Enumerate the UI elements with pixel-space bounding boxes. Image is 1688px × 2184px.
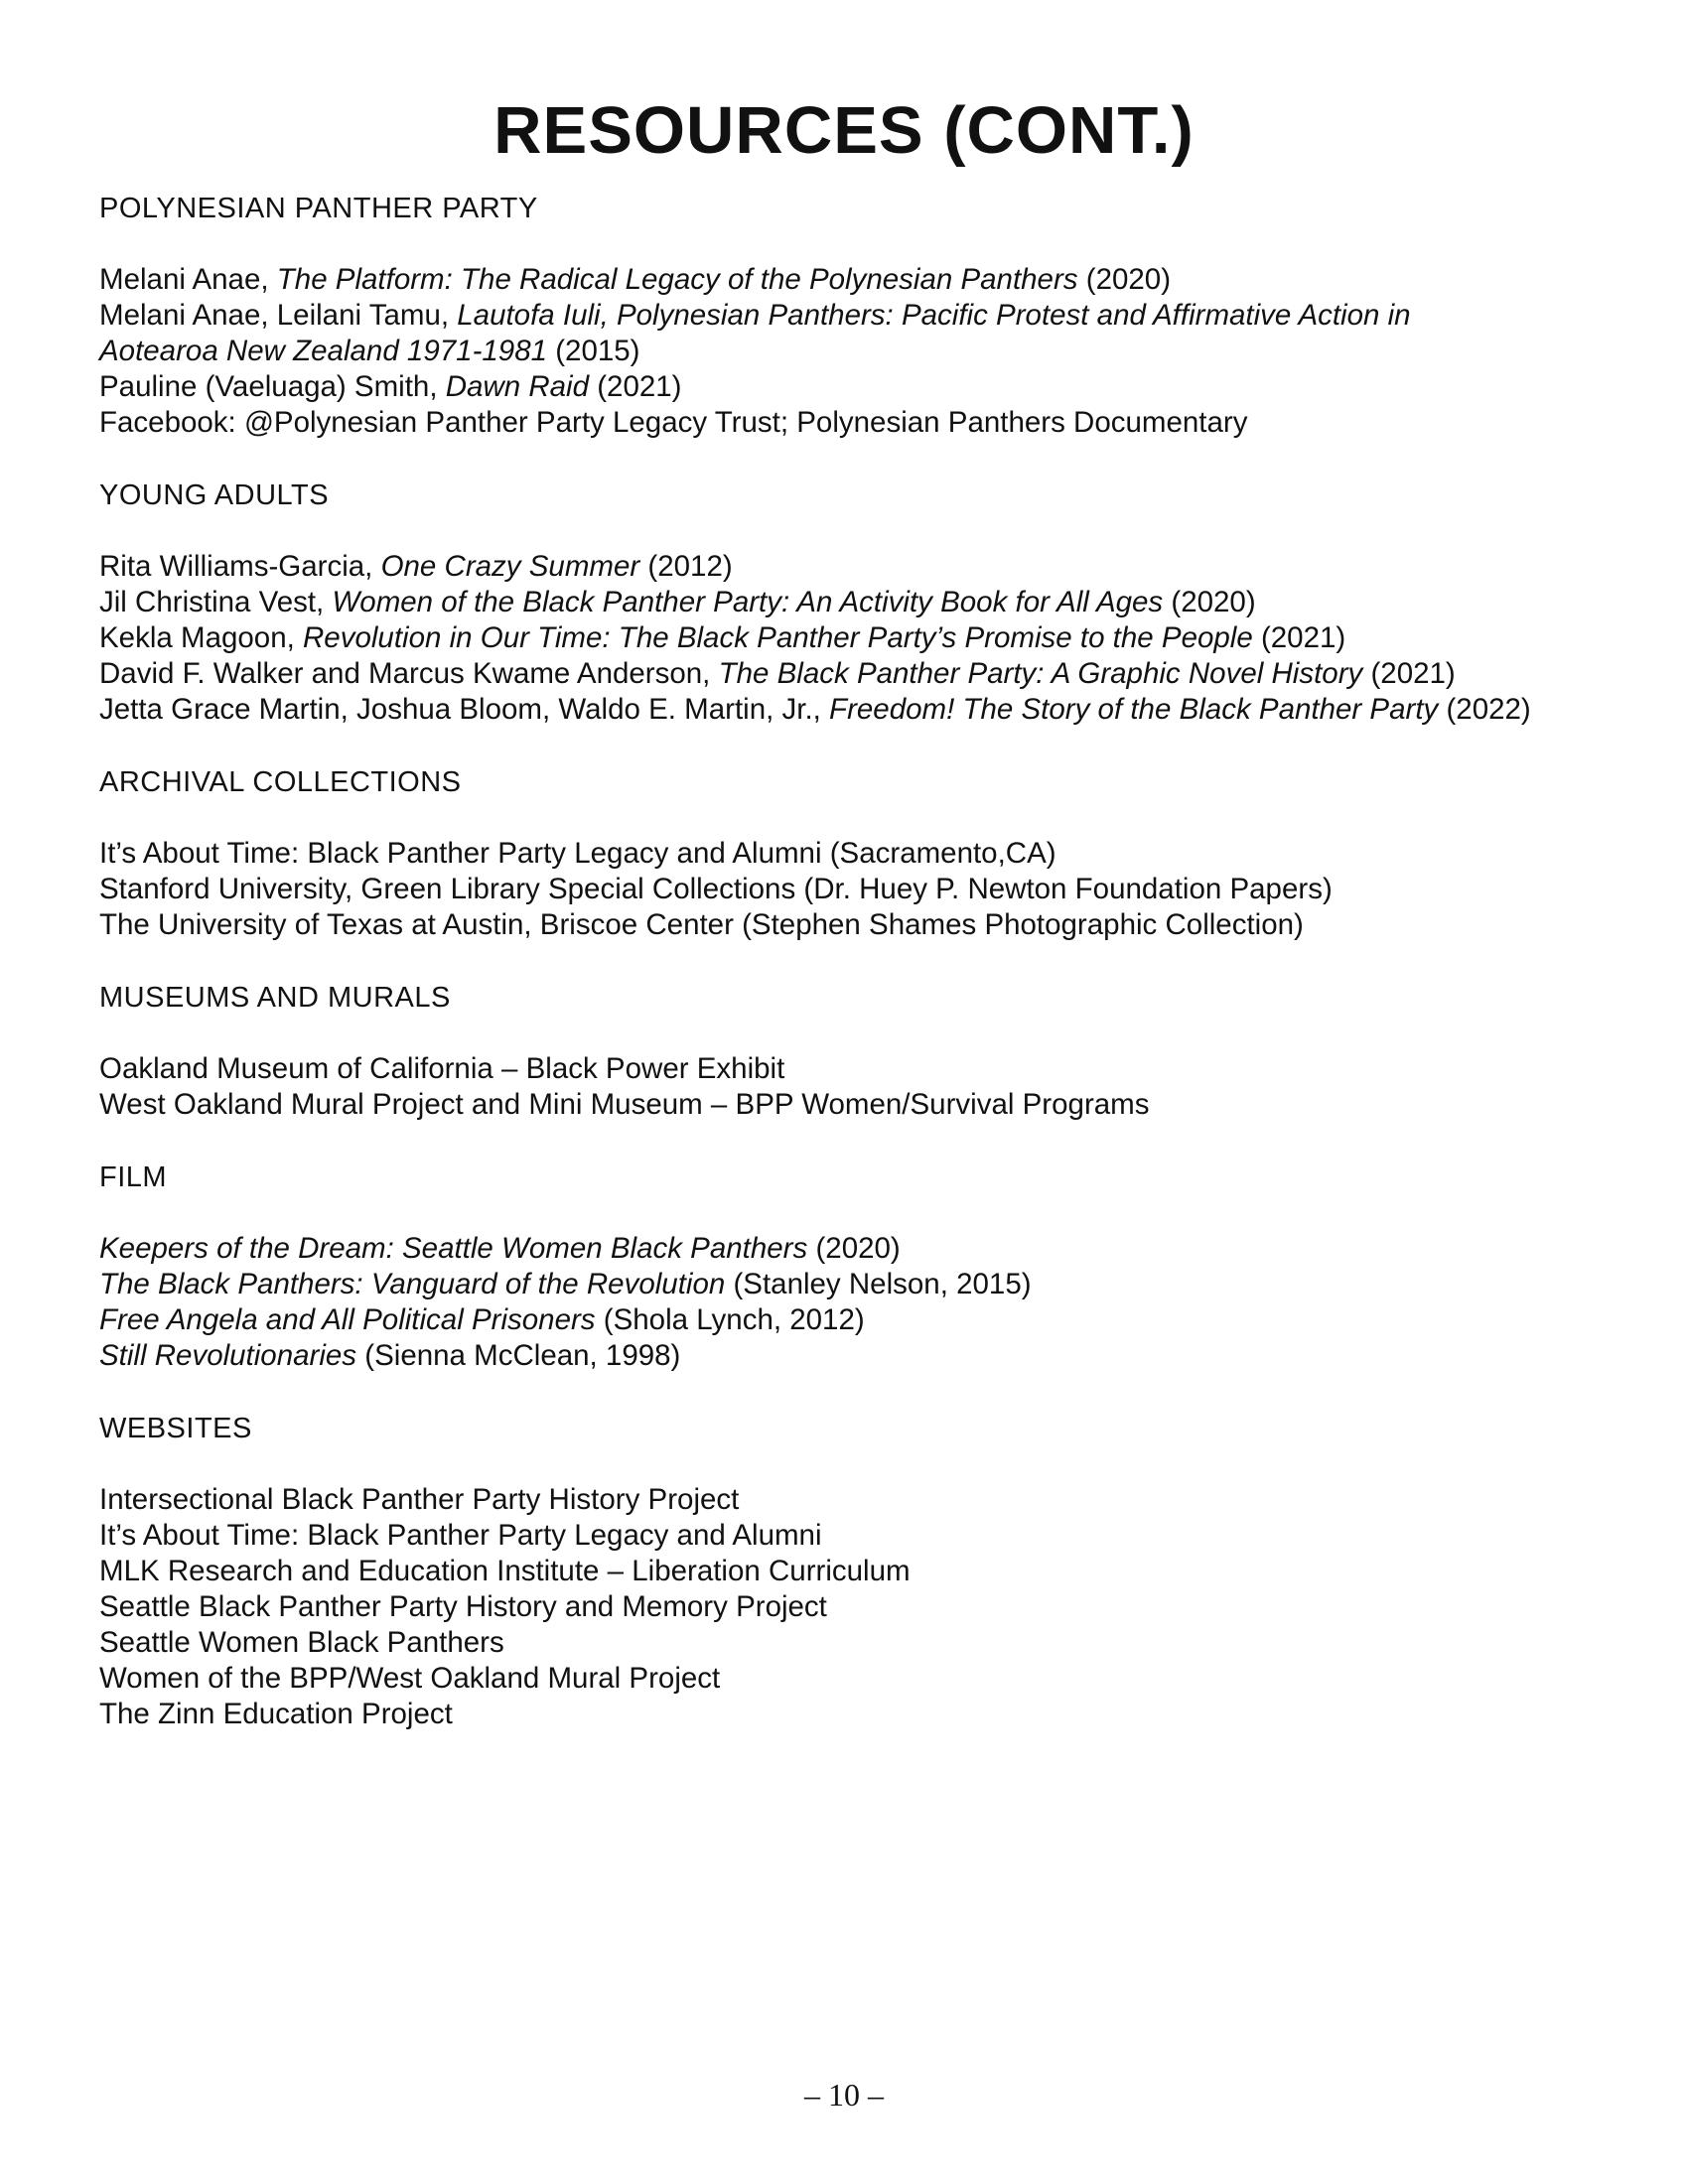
entry-text: Melani Anae, bbox=[99, 263, 277, 296]
entry-text: Pauline (Vaeluaga) Smith, bbox=[99, 370, 446, 403]
resource-entry bbox=[99, 1661, 1609, 1697]
entry-text: West Oakland Mural Project and Mini Museum – BPP Women/Survival Programs bbox=[99, 1088, 1150, 1121]
resource-entry bbox=[99, 620, 1609, 656]
resource-entry bbox=[99, 907, 1609, 943]
entry-text: (2022) bbox=[1438, 693, 1531, 726]
resource-entry bbox=[99, 836, 1609, 872]
section-heading: FILM bbox=[99, 1161, 168, 1193]
resource-entry bbox=[99, 872, 1609, 907]
entry-text: Facebook: @Polynesian Panther Party Legacy Trust; Polynesian Panthers Documentary bbox=[99, 406, 1248, 439]
work-title: Lautofa Iuli, Polynesian Panthers: Pacific Protest and Affirmative Action in bbox=[457, 299, 1411, 332]
section-heading: YOUNG ADULTS bbox=[99, 479, 330, 511]
section-heading: POLYNESIAN PANTHER PARTY bbox=[99, 193, 538, 224]
entry-text: Jetta Grace Martin, Joshua Bloom, Waldo E. Martin, Jr., bbox=[99, 693, 830, 726]
entry-text: Stanford University, Green Library Special Collections (Dr. Huey P. Newton Foundation Papers) bbox=[99, 873, 1333, 905]
entry-text: (2020) bbox=[807, 1232, 901, 1265]
resource-entry bbox=[99, 1051, 1609, 1087]
resource-entry bbox=[99, 1302, 1609, 1338]
entry-text: Intersectional Black Panther Party History Project bbox=[99, 1483, 740, 1516]
entry-text: (2015) bbox=[547, 335, 640, 367]
resource-section bbox=[99, 1160, 1609, 1374]
entry-text: The University of Texas at Austin, Briscoe Center (Stephen Shames Photographic Collection) bbox=[99, 908, 1304, 941]
entry-text: (2021) bbox=[1252, 621, 1346, 654]
entry-text: (Shola Lynch, 2012) bbox=[595, 1303, 865, 1336]
work-title: Keepers of the Dream: Seattle Women Black Panthers bbox=[99, 1232, 808, 1265]
entry-text: Jil Christina Vest, bbox=[99, 586, 333, 618]
work-title: Women of the Black Panther Party: An Activity Book for All Ages bbox=[332, 586, 1164, 618]
resource-section bbox=[99, 1411, 1609, 1732]
resource-list bbox=[99, 1482, 1609, 1732]
work-title: Dawn Raid bbox=[445, 370, 590, 403]
page-title: RESOURCES (CONT.) bbox=[493, 93, 1195, 168]
resource-entry bbox=[99, 656, 1609, 692]
entry-text: (2020) bbox=[1163, 586, 1256, 618]
resource-entry bbox=[99, 1267, 1609, 1302]
resource-entry bbox=[99, 1589, 1609, 1625]
resource-entry bbox=[99, 262, 1609, 298]
work-title: Free Angela and All Political Prisoners bbox=[99, 1303, 596, 1336]
entry-text: Seattle Black Panther Party History and Memory Project bbox=[99, 1590, 827, 1623]
resource-entry bbox=[99, 549, 1609, 585]
resource-list bbox=[99, 836, 1609, 943]
resource-entry bbox=[99, 369, 1609, 405]
entry-text: (2020) bbox=[1077, 263, 1172, 296]
entry-text: Oakland Museum of California – Black Power Exhibit bbox=[99, 1052, 785, 1085]
entry-text: Kekla Magoon, bbox=[99, 621, 303, 654]
section-heading: MUSEUMS AND MURALS bbox=[99, 982, 451, 1014]
work-title: Aotearoa New Zealand 1971-1981 bbox=[99, 335, 548, 367]
resource-entry bbox=[99, 1554, 1609, 1589]
resource-entry bbox=[99, 1338, 1609, 1374]
entry-text: (2021) bbox=[1362, 657, 1456, 690]
resource-entry bbox=[99, 1518, 1609, 1554]
entry-text: Seattle Women Black Panthers bbox=[99, 1626, 504, 1659]
resource-section bbox=[99, 191, 1609, 441]
work-title: Revolution in Our Time: The Black Panther Party’s Promise to the People bbox=[303, 621, 1253, 654]
resource-list bbox=[99, 1051, 1609, 1123]
work-title: The Black Panthers: Vanguard of the Revolution bbox=[99, 1268, 726, 1300]
resource-entry bbox=[99, 298, 1609, 334]
resource-entry bbox=[99, 692, 1609, 728]
entry-text: (Sienna McClean, 1998) bbox=[356, 1339, 681, 1372]
work-title: The Black Panther Party: A Graphic Novel History bbox=[718, 657, 1363, 690]
entry-text: The Zinn Education Project bbox=[99, 1698, 453, 1730]
resource-section bbox=[99, 478, 1609, 728]
section-heading: WEBSITES bbox=[99, 1413, 252, 1444]
resource-entry bbox=[99, 1231, 1609, 1267]
resource-entry bbox=[99, 585, 1609, 620]
resource-list bbox=[99, 549, 1609, 728]
resource-entry bbox=[99, 334, 1609, 369]
work-title: Freedom! The Story of the Black Panther Party bbox=[829, 693, 1439, 726]
entry-text: David F. Walker and Marcus Kwame Anderson, bbox=[99, 657, 719, 690]
entry-text: MLK Research and Education Institute – Liberation Curriculum bbox=[99, 1555, 911, 1587]
resources-content bbox=[99, 191, 1609, 1769]
resource-section bbox=[99, 980, 1609, 1123]
resource-entry bbox=[99, 405, 1609, 441]
resource-entry bbox=[99, 1697, 1609, 1732]
work-title: One Crazy Summer bbox=[380, 550, 640, 583]
page-number: – 10 – bbox=[804, 2077, 884, 2113]
entry-text: (Stanley Nelson, 2015) bbox=[725, 1268, 1032, 1300]
resource-entry bbox=[99, 1482, 1609, 1518]
entry-text: Melani Anae, Leilani Tamu, bbox=[99, 299, 458, 332]
resource-entry bbox=[99, 1625, 1609, 1661]
work-title: The Platform: The Radical Legacy of the Polynesian Panthers bbox=[276, 263, 1078, 296]
entry-text: (2021) bbox=[589, 370, 682, 403]
entry-text: It’s About Time: Black Panther Party Legacy and Alumni bbox=[99, 1519, 822, 1552]
entry-text: (2012) bbox=[639, 550, 733, 583]
resource-section bbox=[99, 764, 1609, 943]
resource-entry bbox=[99, 1087, 1609, 1123]
entry-text: Rita Williams-Garcia, bbox=[99, 550, 381, 583]
section-heading: ARCHIVAL COLLECTIONS bbox=[99, 766, 462, 798]
entry-text: Women of the BPP/West Oakland Mural Project bbox=[99, 1662, 721, 1695]
work-title: Still Revolutionaries bbox=[99, 1339, 357, 1372]
entry-text: It’s About Time: Black Panther Party Legacy and Alumni (Sacramento,CA) bbox=[99, 837, 1056, 870]
resource-list bbox=[99, 262, 1609, 441]
resource-list bbox=[99, 1231, 1609, 1374]
